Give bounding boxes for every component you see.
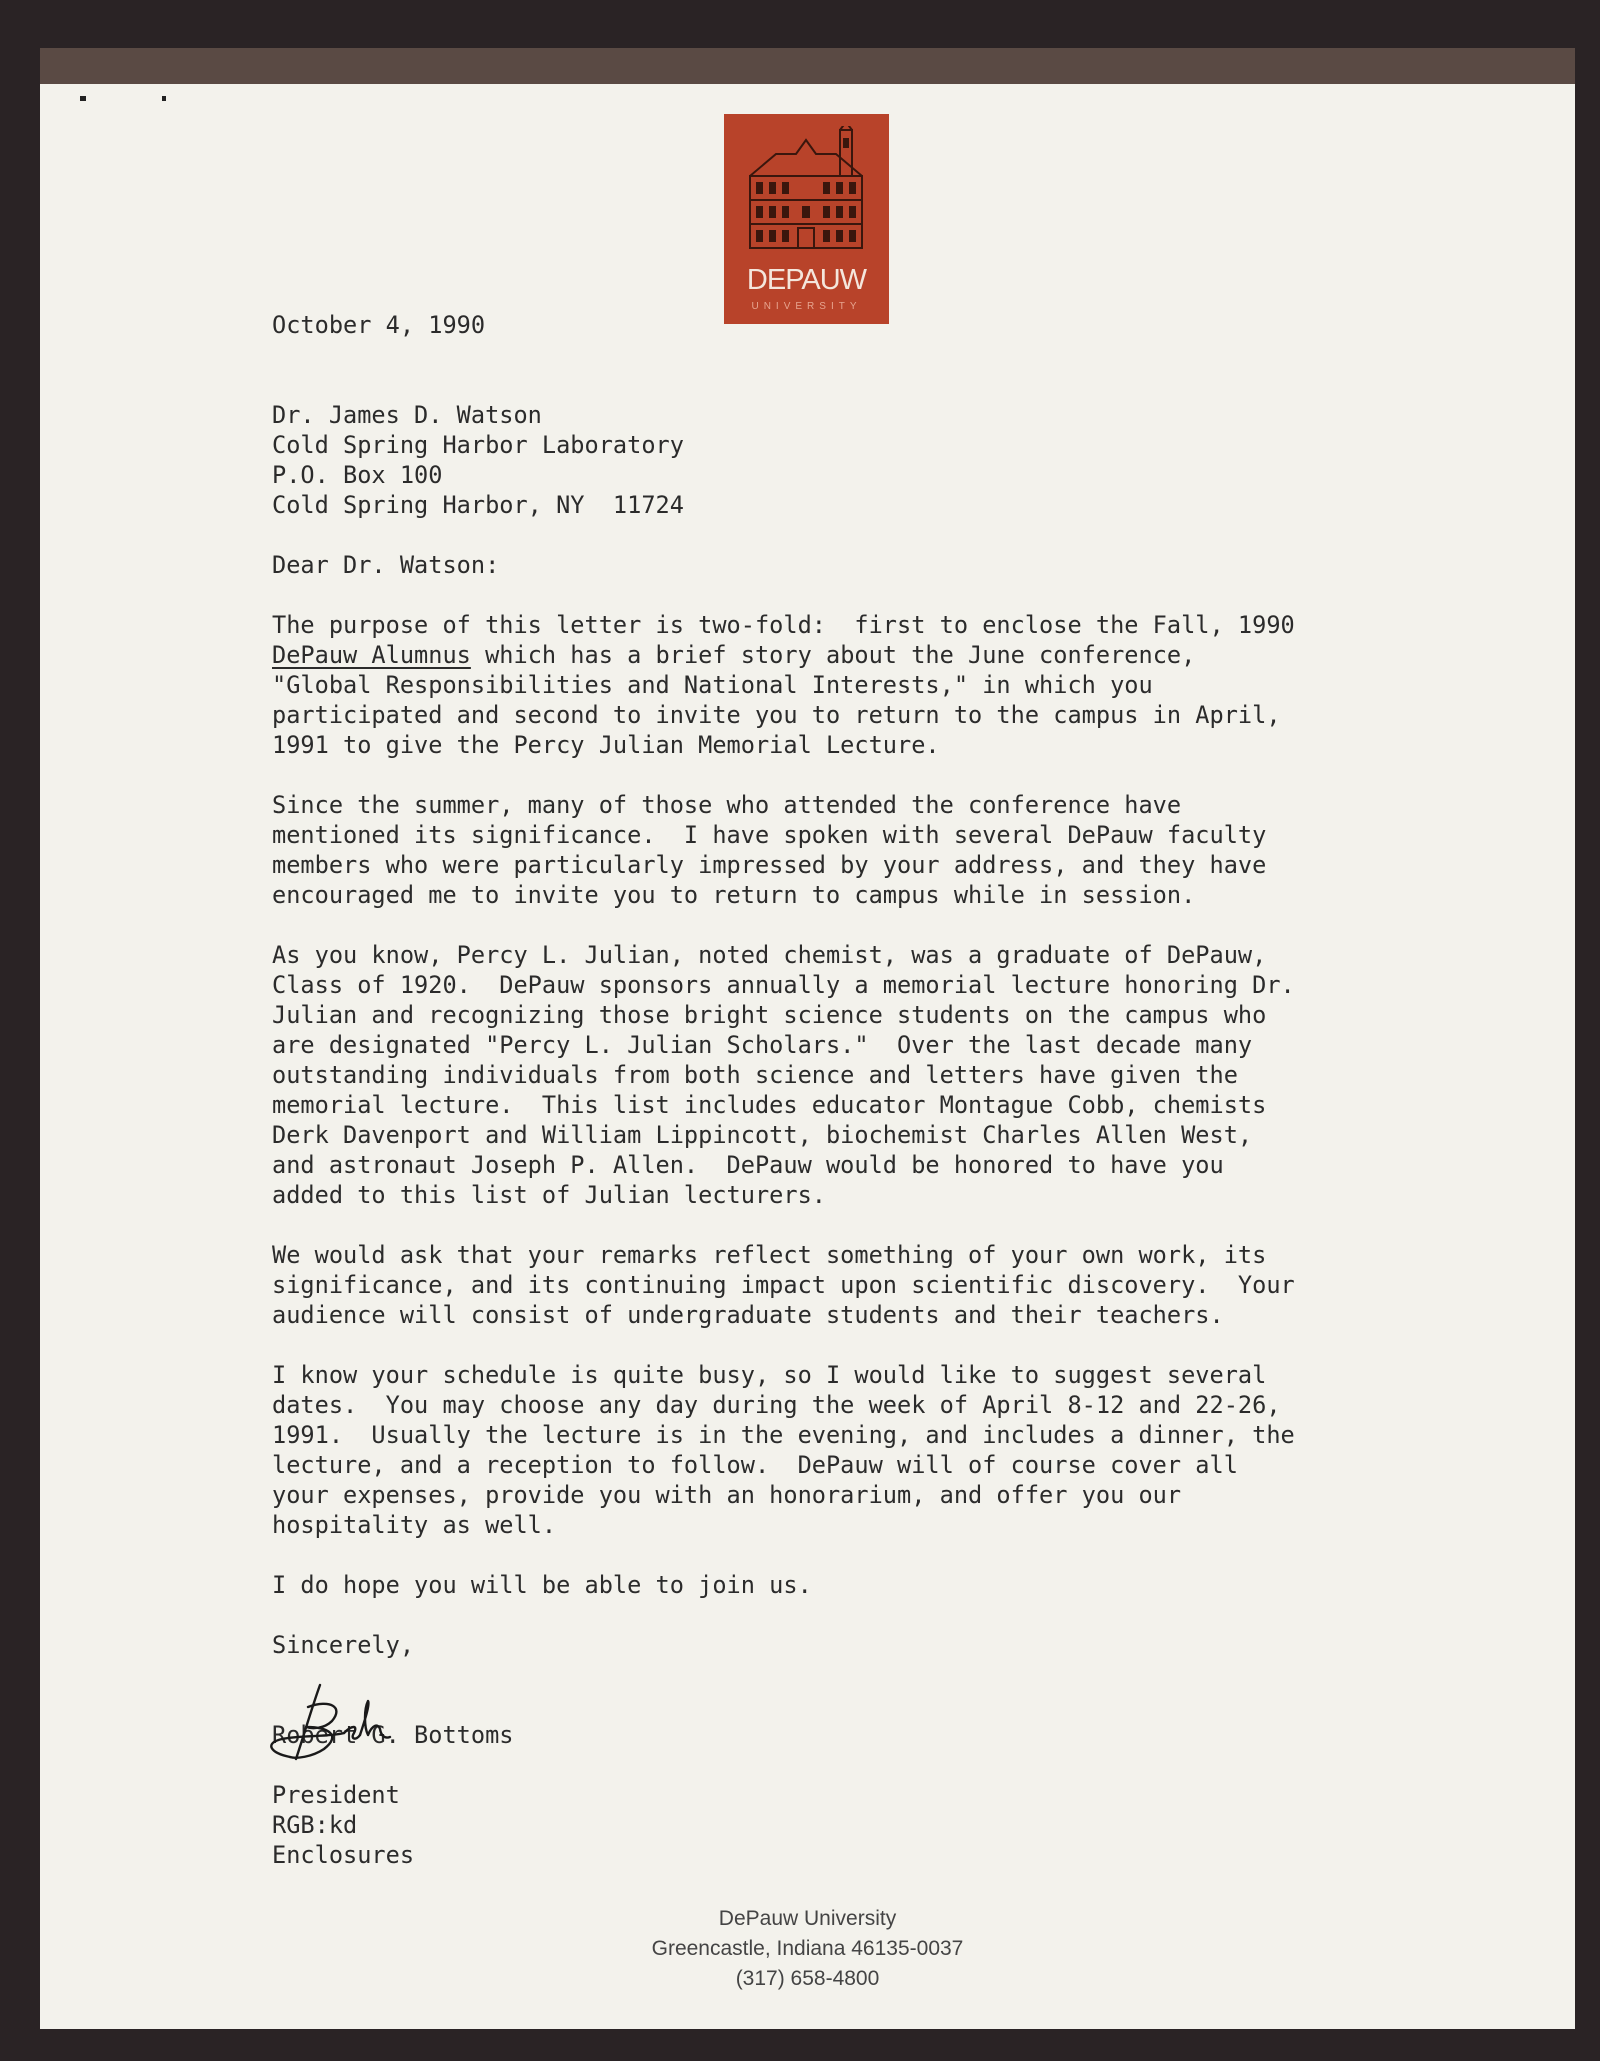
logo-subtitle: UNIVERSITY <box>751 301 862 312</box>
letter-body <box>272 310 1412 1870</box>
text-line: memorial lecture. This list includes educator Montague Cobb, chemists <box>272 1091 1267 1119</box>
depauw-logo <box>724 114 889 324</box>
text-line: outstanding individuals from both science and letters have given the <box>272 1061 1238 1089</box>
punch-mark <box>80 96 86 101</box>
logo-wordmark: DEPAUW <box>746 264 867 296</box>
closing: Sincerely, <box>272 1631 415 1659</box>
typist-initials: RGB:kd <box>272 1811 358 1839</box>
paragraph-6: I do hope you will be able to join us. <box>272 1571 812 1599</box>
text-line: added to this list of Julian lecturers. <box>272 1181 826 1209</box>
punch-mark <box>162 96 166 101</box>
text-line: encouraged me to invite you to return to campus while in session. <box>272 881 1196 909</box>
address-line: P.O. Box 100 <box>272 461 443 489</box>
footer-org: DePauw University <box>718 1907 897 1930</box>
text-line: "Global Responsibilities and National Interests," in which you <box>272 671 1153 699</box>
text-line: Class of 1920. DePauw sponsors annually a memorial lecture honoring Dr. <box>272 971 1295 999</box>
address-line: Cold Spring Harbor Laboratory <box>272 431 684 459</box>
text-line: are designated "Percy L. Julian Scholars." Over the last decade many <box>272 1031 1253 1059</box>
text-line: members who were particularly impressed by your address, and they have <box>272 851 1267 879</box>
recipient-address <box>272 400 1412 520</box>
text-line: dates. You may choose any day during the week of April 8-12 and 22-26, <box>272 1391 1281 1419</box>
top-band <box>40 48 1575 84</box>
text-line: The purpose of this letter is two-fold: first to enclose the Fall, 1990 <box>272 611 1295 639</box>
paragraph-4 <box>272 1240 1412 1330</box>
letter-date: October 4, 1990 <box>272 311 486 339</box>
publication-title: DePauw Alumnus <box>272 641 471 669</box>
text-line: significance, and its continuing impact upon scientific discovery. Your <box>272 1271 1295 1299</box>
letter-page <box>40 84 1575 2029</box>
text-line: 1991. Usually the lecture is in the evening, and includes a dinner, the <box>272 1421 1295 1449</box>
footer-address: Greencastle, Indiana 46135-0037 <box>651 1937 964 1960</box>
text-line: I know your schedule is quite busy, so I would like to suggest several <box>272 1361 1267 1389</box>
text-line <box>272 640 1412 670</box>
address-line: Cold Spring Harbor, NY 11724 <box>272 491 684 519</box>
letterhead-footer <box>40 1904 1575 1994</box>
text-fragment: which has a brief story about the June conference, <box>470 641 1196 669</box>
footer-phone: (317) 658-4800 <box>735 1967 880 1990</box>
text-line: audience will consist of undergraduate students and their teachers. <box>272 1301 1224 1329</box>
handwritten-signature <box>260 1677 420 1777</box>
enclosures-note: Enclosures <box>272 1841 415 1869</box>
text-line: your expenses, provide you with an honorarium, and offer you our <box>272 1481 1182 1509</box>
signer-title: President <box>272 1781 400 1809</box>
signer-name: Robert G. Bottoms <box>272 1721 514 1749</box>
text-line: 1991 to give the Percy Julian Memorial Lecture. <box>272 731 940 759</box>
address-line: Dr. James D. Watson <box>272 401 542 429</box>
text-line: and astronaut Joseph P. Allen. DePauw would be honored to have you <box>272 1151 1224 1179</box>
text-line: Derk Davenport and William Lippincott, biochemist Charles Allen West, <box>272 1121 1253 1149</box>
paragraph-5 <box>272 1360 1412 1540</box>
text-line: We would ask that your remarks reflect something of your own work, its <box>272 1241 1267 1269</box>
text-line: lecture, and a reception to follow. DePauw will of course cover all <box>272 1451 1238 1479</box>
text-line: participated and second to invite you to return to the campus in April, <box>272 701 1281 729</box>
text-line: As you know, Percy L. Julian, noted chemist, was a graduate of DePauw, <box>272 941 1267 969</box>
text-line: Since the summer, many of those who attended the conference have <box>272 791 1182 819</box>
paragraph-3 <box>272 940 1412 1210</box>
salutation: Dear Dr. Watson: <box>272 551 500 579</box>
paragraph-1 <box>272 610 1412 760</box>
paragraph-2 <box>272 790 1412 910</box>
east-college-building-icon <box>736 126 877 256</box>
text-line: Julian and recognizing those bright science students on the campus who <box>272 1001 1267 1029</box>
text-line: mentioned its significance. I have spoken with several DePauw faculty <box>272 821 1267 849</box>
text-line: hospitality as well. <box>272 1511 557 1539</box>
